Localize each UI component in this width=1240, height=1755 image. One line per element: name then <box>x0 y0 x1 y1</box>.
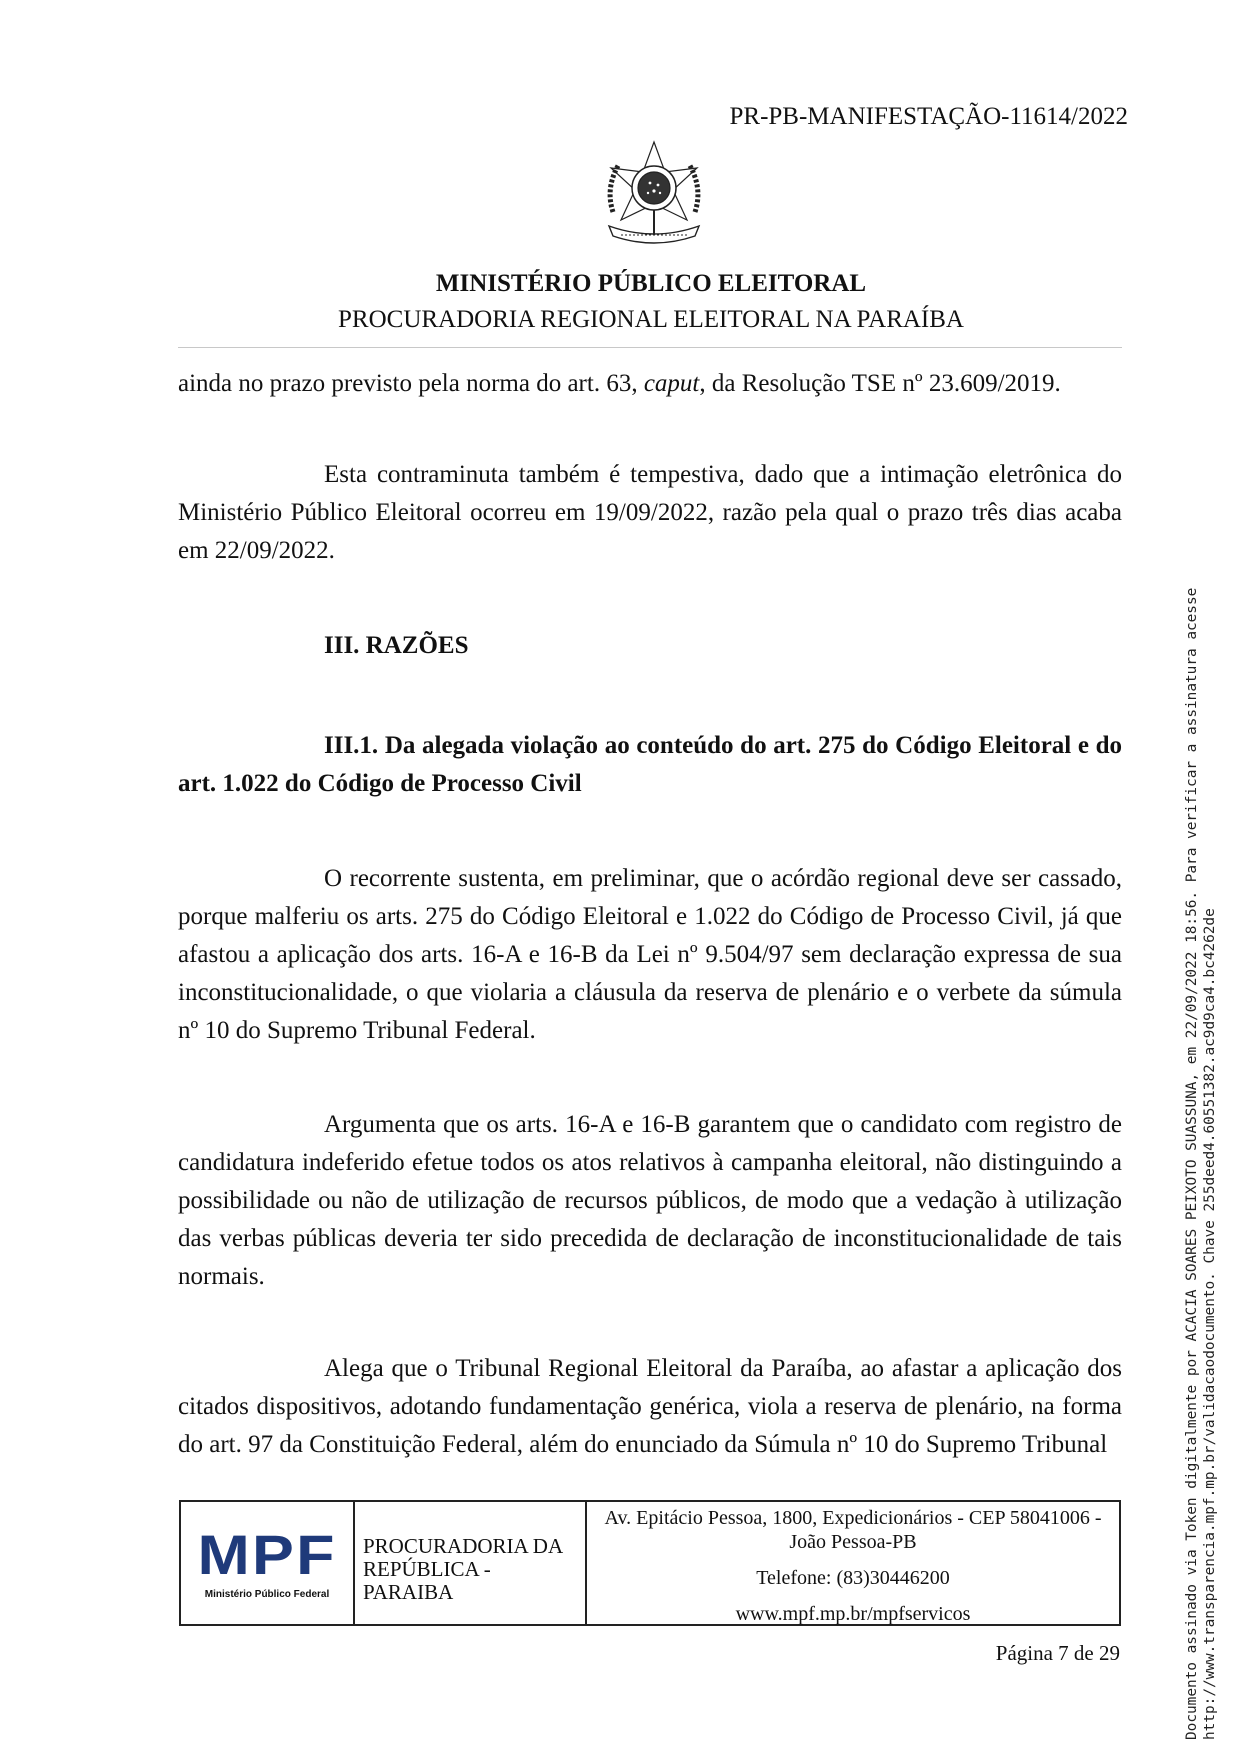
footer-phone: Telefone: (83)30446200 <box>756 1567 950 1589</box>
org-subtitle: PROCURADORIA REGIONAL ELEITORAL NA PARAÍBA <box>338 306 964 333</box>
paragraph-4: Argumenta que os arts. 16-A e 16-B garantem que o candidato com registro de candidatura indeferido efetue todos os atos relativos à campanha eleitoral, não distinguindo a possibilidade ou não de utilização de recursos públicos, de modo que a vedação à utilização das verbas públicas deveria ter sido precedida de declaração de inconstitucionalidade de tais normais. <box>178 1111 1122 1290</box>
signature-stamp-line-1: Documento assinado via Token digitalmente por ACACIA SOARES PEIXOTO SUASSUNA, em 22/09/2022 18:56. Para verificar a assinatura acesse <box>1184 587 1200 1740</box>
document-number: PR-PB-MANIFESTAÇÃO-11614/2022 <box>729 103 1128 130</box>
section-heading: III. RAZÕES <box>324 632 469 659</box>
footer-box <box>179 1500 1121 1626</box>
signature-stamp-line-2[interactable]: http://www.transparencia.mpf.mp.br/validacaodocumento. Chave 255deed4.60551382.ac9d9ca4.bc4262de <box>1202 908 1218 1740</box>
footer-contact <box>587 1502 1119 1624</box>
coat-of-arms-icon <box>595 138 713 254</box>
signature-stamp <box>1183 588 1219 1740</box>
mpf-logo-caption: Ministério Público Federal <box>204 1588 330 1600</box>
mpf-logo: MPF <box>197 1522 337 1586</box>
footer-org <box>355 1502 587 1624</box>
paragraph-1 <box>178 365 1122 403</box>
paragraph-2: Esta contraminuta também é tempestiva, dado que a intimação eletrônica do Ministério Público Eleitoral ocorreu em 19/09/2022, razão pela qual o prazo três dias acaba em 22/09/2022. <box>178 461 1122 564</box>
paragraph-1-italic: caput <box>643 370 700 397</box>
paragraph-5: Alega que o Tribunal Regional Eleitoral da Paraíba, ao afastar a aplicação dos citados dispositivos, adotando fundamentação genérica, viola a reserva de plenário, na forma do art. 97 da Constituição Federal, além do enunciado da Súmula nº 10 do Supremo Tribunal <box>178 1355 1122 1458</box>
paragraph-3: O recorrente sustenta, em preliminar, que o acórdão regional deve ser cassado, porque malferiu os arts. 275 do Código Eleitoral e 1.022 do Código de Processo Civil, já que afastou a aplicação dos arts. 16-A e 16-B da Lei nº 9.504/97 sem declaração expressa de sua inconstitucionalidade, o que violaria a cláusula da reserva de plenário e o verbete da súmula nº 10 do Supremo Tribunal Federal. <box>178 865 1122 1044</box>
header-divider <box>178 347 1122 348</box>
footer-org-name: PROCURADORIA DA REPÚBLICA - PARAIBA <box>363 1533 562 1604</box>
paragraph-1-end: , da Resolução TSE nº 23.609/2019. <box>699 370 1061 397</box>
paragraph-1-start: ainda no prazo previsto pela norma do art. 63, <box>178 370 644 397</box>
footer-address: Av. Epitácio Pessoa, 1800, Expedicionários - CEP 58041006 - João Pessoa-PB <box>604 1507 1102 1553</box>
footer-website[interactable]: www.mpf.mp.br/mpfservicos <box>735 1603 971 1625</box>
org-title: MINISTÉRIO PÚBLICO ELEITORAL <box>435 270 867 297</box>
subsection-heading: III.1. Da alegada violação ao conteúdo do art. 275 do Código Eleitoral e do art. 1.022 do Código de Processo Civil <box>178 732 1122 797</box>
footer-logo <box>181 1502 355 1624</box>
page-number: Página 7 de 29 <box>995 1641 1120 1665</box>
